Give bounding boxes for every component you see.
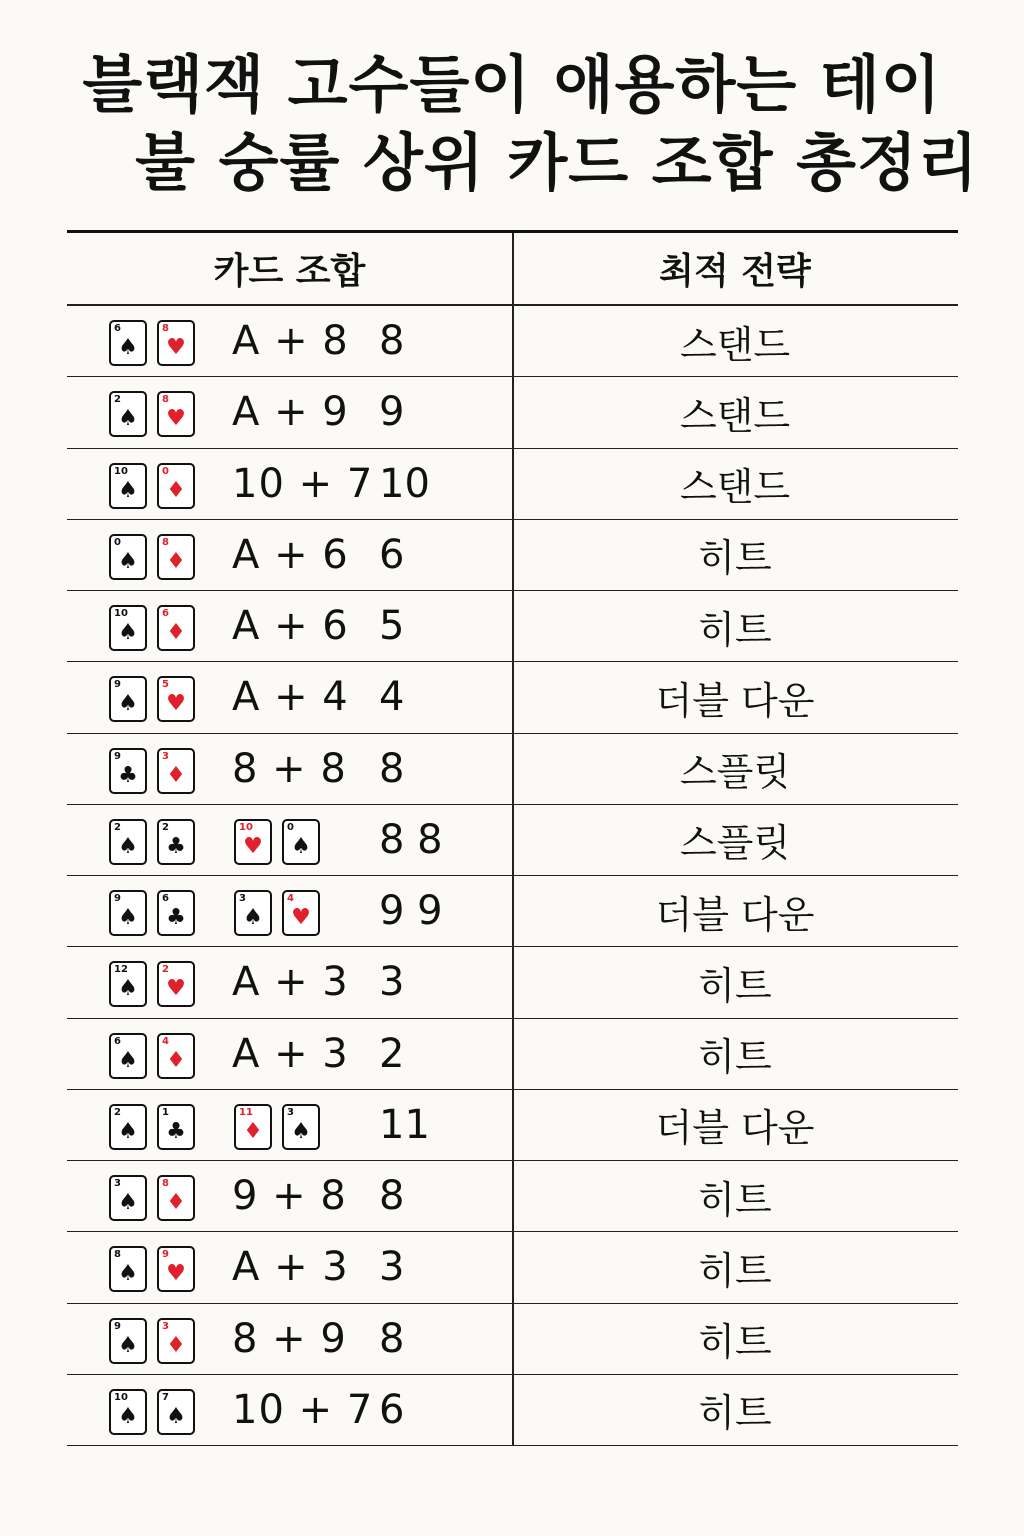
- playing-card: [109, 748, 147, 794]
- card-rank: 4: [287, 893, 294, 904]
- card-suit-icon: ♥: [166, 1261, 186, 1287]
- card-combo-cell: [67, 734, 512, 804]
- card-rank: 5: [162, 679, 169, 691]
- card-pair-secondary: [234, 1104, 320, 1150]
- card-pair: [109, 320, 195, 366]
- card-rank: 0: [114, 536, 121, 548]
- playing-card: [157, 320, 195, 366]
- total-value: 4: [379, 674, 405, 721]
- strategy-cell: 히트: [698, 1035, 772, 1080]
- playing-card: [109, 1318, 147, 1364]
- card-suit-icon: ♠: [118, 905, 138, 930]
- playing-card: [157, 1318, 195, 1364]
- playing-card: [157, 1246, 195, 1292]
- card-pair: [109, 1318, 195, 1364]
- combo-text: A + 3: [232, 1030, 349, 1077]
- card-suit-icon: ♠: [118, 477, 138, 503]
- card-suit-icon: ♦: [166, 762, 186, 788]
- playing-card: [109, 391, 147, 437]
- playing-card: [109, 534, 147, 580]
- card-rank: 2: [114, 1106, 121, 1118]
- card-suit-icon: ♠: [118, 1261, 138, 1287]
- card-suit-icon: ♦: [166, 1047, 186, 1073]
- card-suit-icon: ♠: [118, 1332, 138, 1358]
- card-rank: 8: [114, 1249, 121, 1261]
- card-pair: [109, 605, 195, 651]
- card-suit-icon: ♠: [118, 620, 138, 645]
- card-pair: [109, 1246, 195, 1292]
- card-pair: [109, 819, 195, 865]
- card-rank: 8: [162, 1178, 169, 1189]
- playing-card: [157, 1389, 195, 1435]
- card-rank: 10: [114, 608, 128, 619]
- card-suit-icon: ♠: [118, 1190, 138, 1215]
- card-combo-cell: [67, 805, 512, 875]
- combo-text: A + 4: [232, 674, 349, 721]
- page-title: [0, 46, 1024, 202]
- strategy-cell: 스탠드: [679, 465, 791, 510]
- playing-card: [109, 819, 147, 865]
- total-value: 8: [379, 318, 405, 365]
- total-value: 6: [379, 531, 405, 578]
- card-pair-secondary: [234, 819, 320, 865]
- strategy-cell: 히트: [698, 607, 772, 652]
- playing-card: [157, 534, 195, 580]
- card-suit-icon: ♣: [166, 833, 186, 859]
- card-combo-cell: [67, 306, 512, 376]
- header-strategy: 최적 전략: [659, 251, 811, 292]
- card-suit-icon: ♠: [243, 905, 263, 930]
- strategy-cell: 히트: [698, 1391, 772, 1436]
- combo-text: A + 6: [232, 603, 349, 650]
- playing-card: [157, 890, 195, 936]
- combo-text: 9 + 8: [232, 1173, 347, 1220]
- card-rank: 7: [162, 1391, 169, 1403]
- card-rank: 9: [114, 679, 121, 691]
- card-rank: 3: [114, 1178, 121, 1189]
- card-combo-cell: [67, 520, 512, 590]
- card-pair: [109, 890, 195, 936]
- playing-card: [282, 819, 320, 865]
- card-rank: 11: [239, 1106, 253, 1118]
- playing-card: [157, 961, 195, 1007]
- card-suit-icon: ♠: [118, 1118, 138, 1144]
- combo-text: 10 + 7: [232, 460, 374, 507]
- strategy-cell: 스탠드: [679, 393, 791, 438]
- total-value: 5: [379, 603, 405, 650]
- card-rank: 9: [114, 750, 121, 762]
- playing-card: [109, 605, 147, 651]
- card-combo-cell: [67, 1019, 512, 1089]
- card-pair: [109, 961, 195, 1007]
- combo-text: A + 3: [232, 1244, 349, 1291]
- card-pair: [109, 463, 195, 509]
- card-pair: [109, 1389, 195, 1435]
- playing-card: [157, 605, 195, 651]
- card-suit-icon: ♠: [166, 1403, 186, 1429]
- total-value: 6: [379, 1386, 405, 1433]
- playing-card: [109, 676, 147, 722]
- strategy-cell: 히트: [698, 1248, 772, 1293]
- playing-card: [234, 1104, 272, 1150]
- card-pair: [109, 748, 195, 794]
- card-combo-cell: [67, 1161, 512, 1231]
- card-suit-icon: ♠: [118, 1403, 138, 1429]
- card-rank: 0: [287, 821, 294, 833]
- card-combo-cell: [67, 591, 512, 661]
- card-combo-cell: [67, 662, 512, 732]
- card-rank: 8: [162, 323, 169, 334]
- column-divider: [512, 233, 514, 1446]
- total-value: 9 9: [379, 888, 443, 935]
- card-rank: 2: [114, 394, 121, 406]
- card-pair: [109, 1175, 195, 1221]
- card-rank: 3: [162, 750, 169, 762]
- card-rank: 6: [114, 1035, 121, 1047]
- card-rank: 6: [162, 893, 169, 904]
- playing-card: [157, 391, 195, 437]
- card-suit-icon: ♠: [291, 833, 311, 859]
- total-value: 8: [379, 745, 405, 792]
- total-value: 3: [379, 1244, 405, 1291]
- total-value: 8: [379, 1173, 405, 1220]
- card-rank: 2: [114, 821, 121, 833]
- total-value: 8: [379, 1315, 405, 1362]
- card-rank: 4: [162, 1035, 169, 1047]
- combo-text: 8 + 8: [232, 745, 347, 792]
- strategy-cell: 히트: [698, 963, 772, 1008]
- card-pair: [109, 1033, 195, 1079]
- card-rank: 10: [114, 465, 128, 477]
- strategy-cell: 더블 다운: [655, 678, 815, 723]
- card-combo-cell: [67, 947, 512, 1017]
- playing-card: [234, 819, 272, 865]
- combo-text: 8 + 9: [232, 1315, 347, 1362]
- total-value: 11: [379, 1101, 430, 1148]
- card-rank: 10: [239, 821, 253, 833]
- playing-card: [109, 1033, 147, 1079]
- card-pair: [109, 1104, 195, 1150]
- playing-card: [157, 1104, 195, 1150]
- card-suit-icon: ♣: [166, 1118, 186, 1144]
- card-rank: 3: [162, 1320, 169, 1332]
- combo-text: A + 9: [232, 389, 349, 436]
- playing-card: [109, 961, 147, 1007]
- strategy-cell: 더블 다운: [655, 1106, 815, 1151]
- strategy-cell: 스플릿: [679, 750, 791, 795]
- strategy-table: [67, 230, 958, 1446]
- combo-text: A + 8: [232, 318, 349, 365]
- card-combo-cell: [67, 1304, 512, 1374]
- card-pair: [109, 534, 195, 580]
- card-suit-icon: ♠: [118, 335, 138, 360]
- playing-card: [157, 748, 195, 794]
- card-suit-icon: ♥: [166, 335, 186, 360]
- strategy-cell: 히트: [698, 1177, 772, 1222]
- title-line-2: 불 숭률 상위 카드 조합 총정리: [135, 126, 979, 199]
- title-line-1: 블랙잭 고수들이 애용하는 테이: [82, 48, 942, 121]
- card-rank: 2: [162, 964, 169, 976]
- card-suit-icon: ♦: [166, 548, 186, 574]
- card-rank: 8: [162, 394, 169, 406]
- playing-card: [109, 1175, 147, 1221]
- card-suit-icon: ♠: [118, 548, 138, 574]
- total-value: 8 8: [379, 816, 443, 863]
- total-value: 10: [379, 460, 430, 507]
- card-rank: 9: [114, 893, 121, 904]
- card-combo-cell: [67, 1232, 512, 1302]
- strategy-cell: 더블 다운: [655, 892, 815, 937]
- card-rank: 0: [162, 465, 169, 477]
- combo-text: 10 + 7: [232, 1386, 374, 1433]
- card-rank: 3: [239, 893, 246, 904]
- playing-card: [109, 1104, 147, 1150]
- card-suit-icon: ♦: [166, 1190, 186, 1215]
- card-suit-icon: ♦: [166, 620, 186, 645]
- card-suit-icon: ♣: [166, 905, 186, 930]
- card-pair: [109, 391, 195, 437]
- combo-text: A + 6: [232, 531, 349, 578]
- card-suit-icon: ♠: [291, 1118, 311, 1144]
- card-suit-icon: ♥: [291, 905, 311, 930]
- playing-card: [282, 1104, 320, 1150]
- playing-card: [109, 890, 147, 936]
- card-rank: 9: [162, 1249, 169, 1261]
- card-combo-cell: [67, 1375, 512, 1445]
- card-combo-cell: [67, 876, 512, 946]
- card-suit-icon: ♠: [118, 976, 138, 1002]
- playing-card: [157, 463, 195, 509]
- card-rank: 2: [162, 821, 169, 833]
- total-value: 3: [379, 959, 405, 1006]
- card-suit-icon: ♦: [243, 1118, 263, 1144]
- card-suit-icon: ♥: [243, 833, 263, 859]
- card-suit-icon: ♦: [166, 477, 186, 503]
- playing-card: [157, 1175, 195, 1221]
- card-suit-icon: ♠: [118, 833, 138, 859]
- card-suit-icon: ♥: [166, 406, 186, 432]
- strategy-cell: 스탠드: [679, 322, 791, 367]
- playing-card: [157, 1033, 195, 1079]
- card-pair: [109, 676, 195, 722]
- card-suit-icon: ♠: [118, 1047, 138, 1073]
- card-rank: 12: [114, 964, 128, 976]
- strategy-cell: 히트: [698, 1320, 772, 1365]
- card-suit-icon: ♠: [118, 691, 138, 717]
- playing-card: [282, 890, 320, 936]
- card-suit-icon: ♥: [166, 976, 186, 1002]
- card-combo-cell: [67, 377, 512, 447]
- card-rank: 9: [114, 1320, 121, 1332]
- playing-card: [157, 676, 195, 722]
- card-suit-icon: ♥: [166, 691, 186, 717]
- card-rank: 1: [162, 1106, 169, 1118]
- strategy-cell: 스플릿: [679, 821, 791, 866]
- card-suit-icon: ♠: [118, 406, 138, 432]
- card-rank: 8: [162, 536, 169, 548]
- playing-card: [109, 1246, 147, 1292]
- card-suit-icon: ♣: [118, 762, 138, 788]
- card-combo-cell: [67, 1090, 512, 1160]
- total-value: 9: [379, 389, 405, 436]
- header-card-combo: 카드 조합: [213, 251, 366, 292]
- combo-text: A + 3: [232, 959, 349, 1006]
- playing-card: [109, 320, 147, 366]
- card-pair-secondary: [234, 890, 320, 936]
- card-rank: 6: [162, 608, 169, 619]
- card-suit-icon: ♦: [166, 1332, 186, 1358]
- playing-card: [109, 1389, 147, 1435]
- playing-card: [157, 819, 195, 865]
- strategy-cell: 히트: [698, 536, 772, 581]
- total-value: 2: [379, 1030, 405, 1077]
- playing-card: [234, 890, 272, 936]
- playing-card: [109, 463, 147, 509]
- card-combo-cell: [67, 449, 512, 519]
- card-rank: 3: [287, 1106, 294, 1118]
- card-rank: 6: [114, 323, 121, 334]
- card-rank: 10: [114, 1391, 128, 1403]
